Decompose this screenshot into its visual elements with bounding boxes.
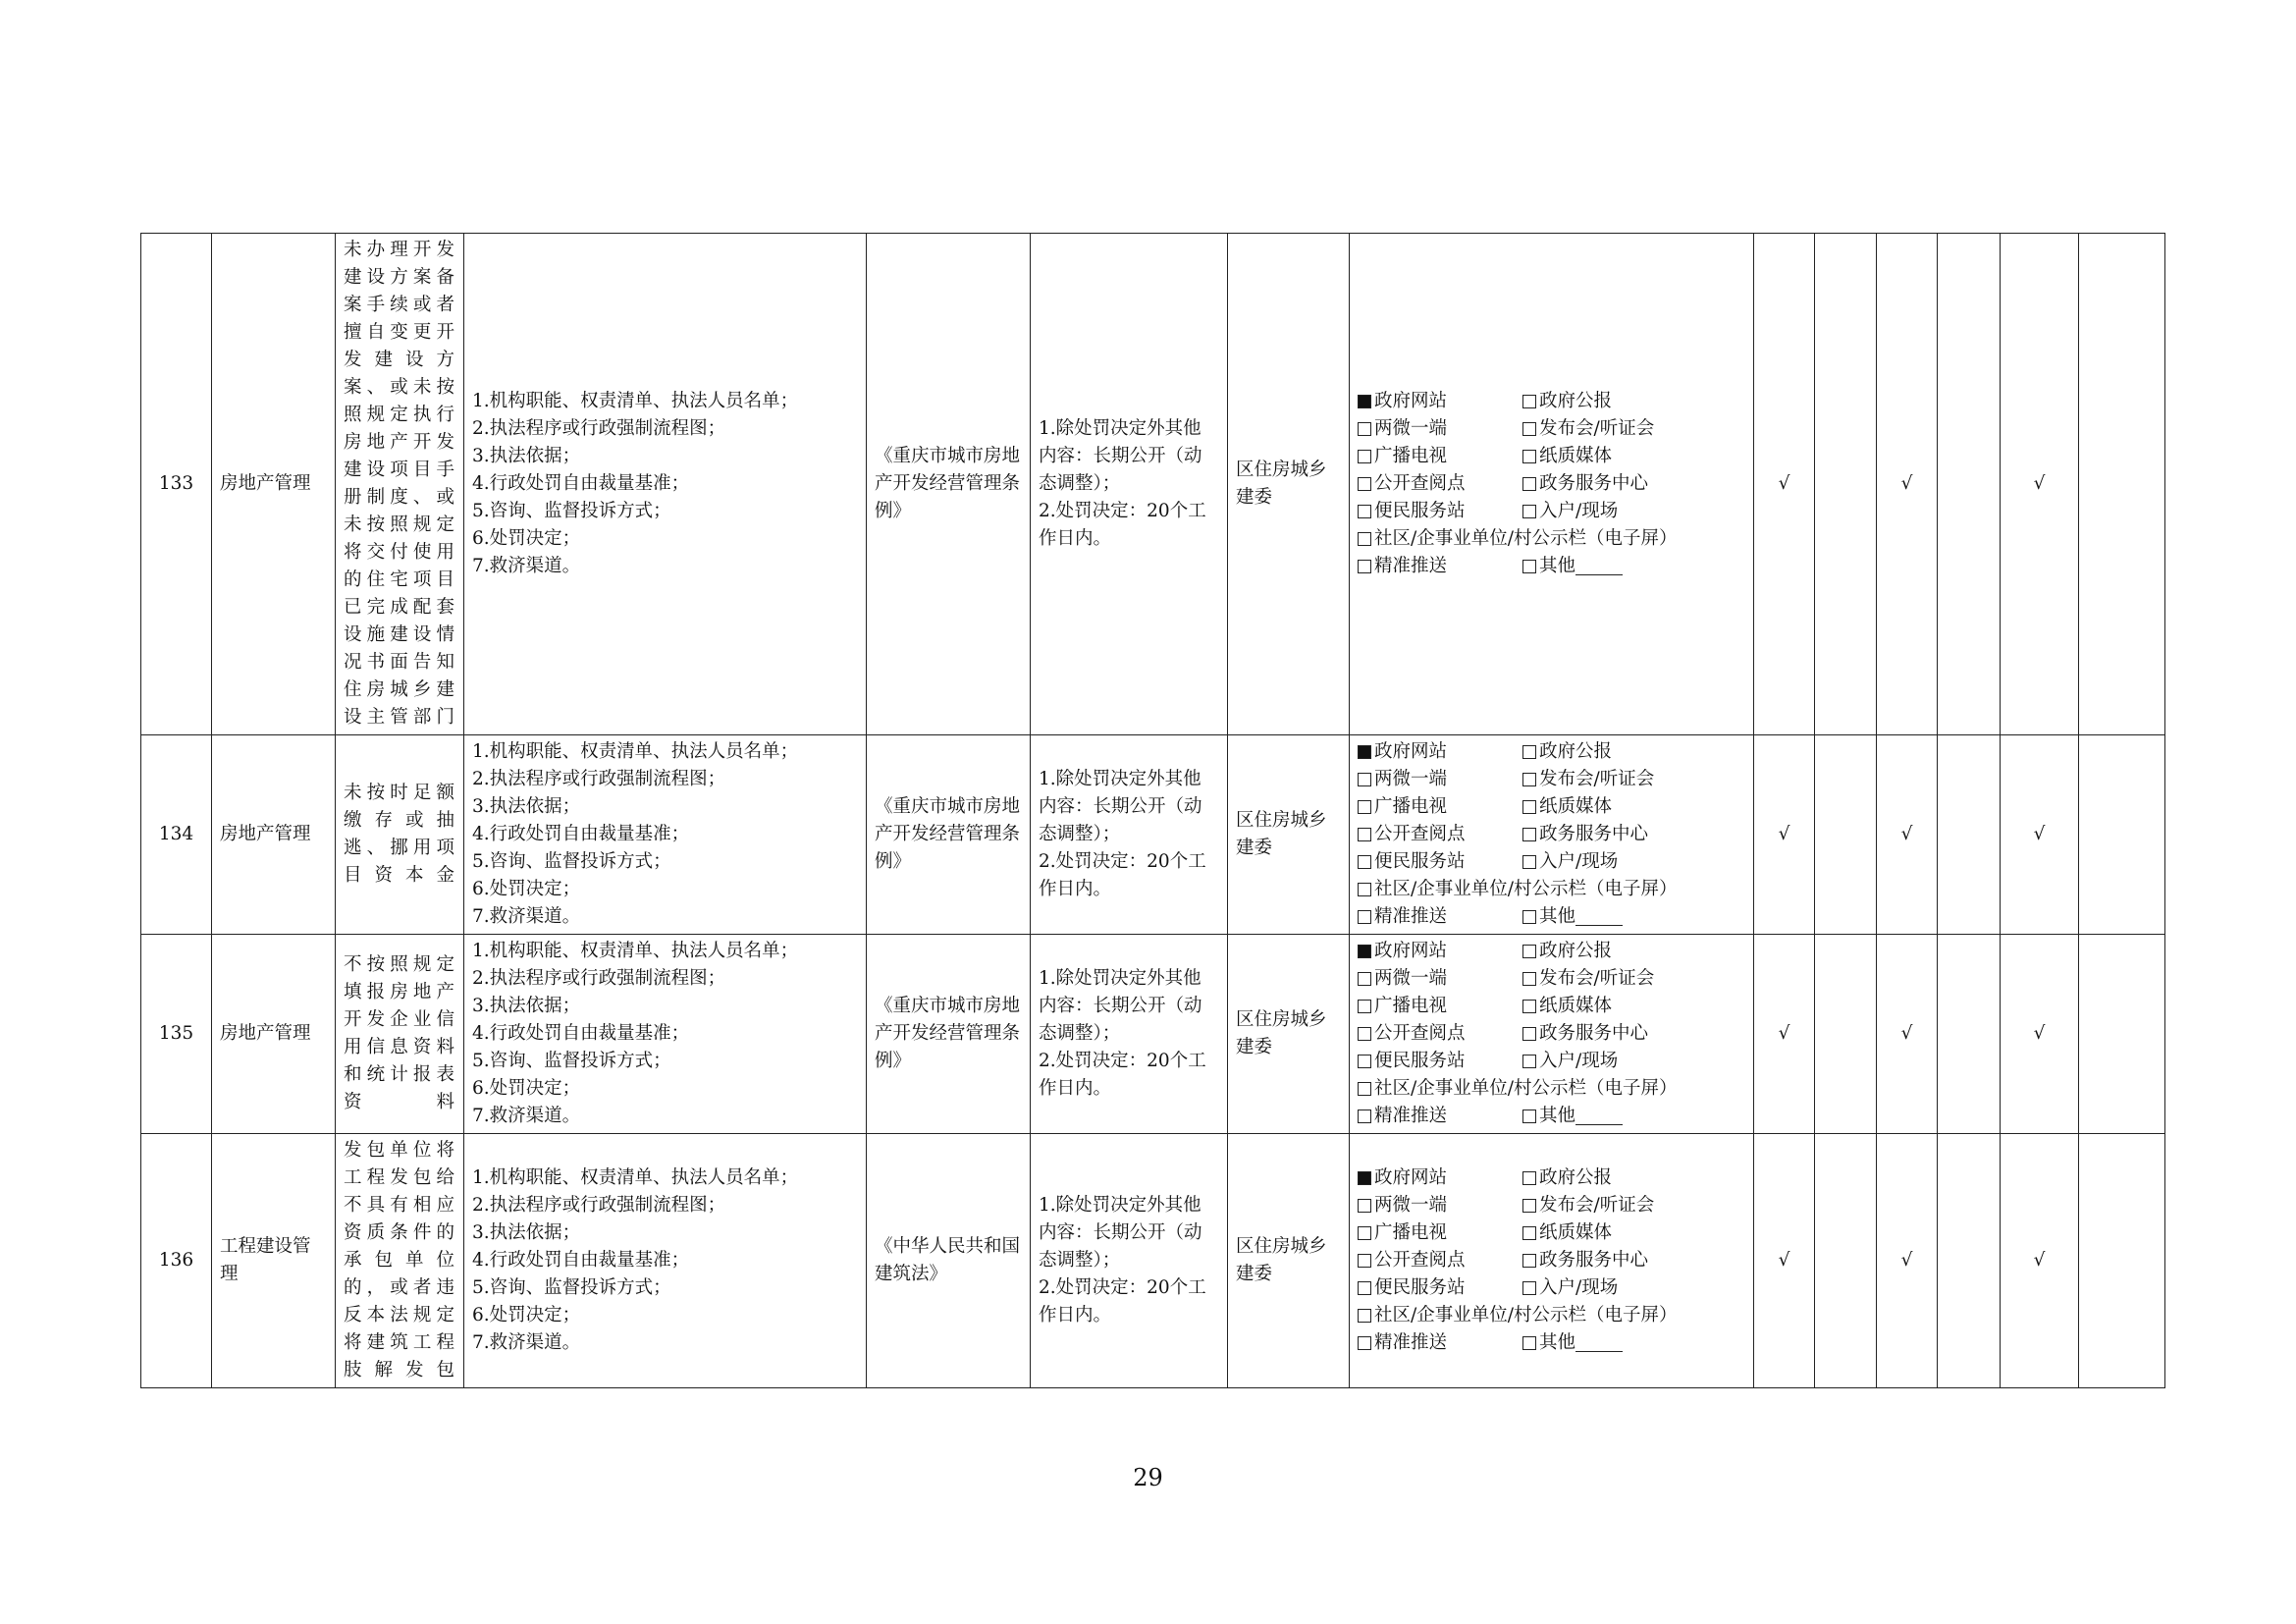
checked-box-icon (1358, 395, 1371, 408)
legal-basis: 《重庆市城市房地产开发经营管理条例》 (867, 234, 1031, 735)
unchecked-box-icon (1522, 1055, 1536, 1068)
legal-basis: 《中华人民共和国建筑法》 (867, 1134, 1031, 1388)
channel-option (1522, 1048, 1745, 1075)
item-subject: 未办理开发建设方案备案手续或者擅自变更开发建设方案、或未按照规定执行房地产开发建设项目手册制度、或未按照规定将交付使用的住宅项目已完成配套设施建设情况书面告知住房城乡建设主管部门 (336, 234, 464, 735)
item-category: 房地产管理 (212, 735, 336, 935)
unchecked-box-icon (1358, 1027, 1371, 1041)
check-cell: √ (1877, 1134, 1938, 1388)
content-line: 6.处罚决定； (472, 528, 581, 549)
channel-label: 发布会/听证会 (1539, 1195, 1655, 1216)
channel-list (1358, 738, 1745, 931)
unchecked-box-icon (1522, 450, 1536, 463)
time-line: 内容：长期公开（动 (1039, 796, 1202, 817)
channel-option (1358, 1020, 1522, 1048)
unchecked-box-icon (1358, 972, 1371, 986)
channel-label: 广播电视 (1374, 1222, 1448, 1243)
time-line: 2.处罚决定：20个工 (1039, 1051, 1206, 1071)
content-line: 1.机构职能、权责清单、执法人员名单； (472, 1167, 799, 1188)
content-line: 5.咨询、监督投诉方式； (472, 851, 671, 872)
unchecked-box-icon (1358, 450, 1371, 463)
channel-option (1358, 443, 1522, 470)
channel-label: 纸质媒体 (1539, 796, 1613, 817)
unchecked-box-icon (1522, 1336, 1536, 1350)
content-line: 5.咨询、监督投诉方式； (472, 1051, 671, 1071)
unchecked-box-icon (1358, 1336, 1371, 1350)
channel-option (1522, 1247, 1745, 1274)
content-line: 2.执法程序或行政强制流程图； (472, 1195, 726, 1216)
channel-label: 政府公报 (1539, 941, 1613, 961)
unchecked-box-icon (1522, 505, 1536, 518)
check-cell (1815, 1134, 1877, 1388)
check-cell (2079, 735, 2165, 935)
channel-option (1358, 498, 1522, 525)
channel-label: 政府网站 (1374, 1167, 1448, 1188)
channel-label: 社区/企事业单位/村公示栏（电子屏） (1374, 1078, 1678, 1099)
channel-label: 两微一端 (1374, 968, 1448, 989)
channel-label: 政务服务中心 (1539, 1250, 1649, 1271)
channel-option (1522, 553, 1745, 580)
check-cell: √ (1754, 234, 1815, 735)
channel-label: 两微一端 (1374, 418, 1448, 439)
channel-option (1522, 965, 1745, 993)
time-line: 1.除处罚决定外其他 (1039, 1195, 1201, 1216)
time-line: 2.处罚决定：20个工 (1039, 851, 1206, 872)
disclosure-channels (1350, 1134, 1754, 1388)
channel-list (1358, 1164, 1745, 1357)
channel-option (1358, 1329, 1522, 1357)
unchecked-box-icon (1522, 800, 1536, 814)
time-line: 态调整）； (1039, 473, 1121, 494)
channel-label: 便民服务站 (1374, 501, 1466, 521)
channel-option (1358, 1103, 1522, 1130)
channel-option (1358, 1247, 1522, 1274)
disclosure-content (464, 234, 867, 735)
channel-label: 精准推送 (1374, 906, 1448, 927)
fill-in-blank (1575, 1109, 1623, 1125)
time-line: 2.处罚决定：20个工 (1039, 501, 1206, 521)
channel-label: 其他 (1539, 556, 1576, 576)
unchecked-box-icon (1358, 1309, 1371, 1323)
channel-option (1358, 1302, 1745, 1329)
unchecked-box-icon (1358, 532, 1371, 546)
unchecked-box-icon (1522, 972, 1536, 986)
channel-option (1522, 1020, 1745, 1048)
content-line: 3.执法依据； (472, 796, 581, 817)
check-cell (1815, 735, 1877, 935)
item-number: 134 (141, 735, 212, 935)
unchecked-box-icon (1358, 828, 1371, 841)
check-cell (1815, 234, 1877, 735)
content-line: 1.机构职能、权责清单、执法人员名单； (472, 391, 799, 411)
channel-option (1358, 525, 1745, 553)
channel-option (1358, 1192, 1522, 1219)
unchecked-box-icon (1522, 1171, 1536, 1185)
channel-option (1522, 1329, 1745, 1357)
channel-label: 公开查阅点 (1374, 1023, 1466, 1044)
channel-option (1358, 1274, 1522, 1302)
content-line: 1.机构职能、权责清单、执法人员名单； (472, 741, 799, 762)
unchecked-box-icon (1358, 1082, 1371, 1096)
content-line: 3.执法依据； (472, 996, 581, 1016)
content-line: 5.咨询、监督投诉方式； (472, 1277, 671, 1298)
channel-option (1358, 821, 1522, 848)
unchecked-box-icon (1358, 560, 1371, 573)
unchecked-box-icon (1522, 1254, 1536, 1268)
time-line: 作日内。 (1039, 879, 1112, 899)
channel-option (1358, 965, 1522, 993)
channel-label: 纸质媒体 (1539, 446, 1613, 466)
channel-option (1522, 1192, 1745, 1219)
unchecked-box-icon (1358, 773, 1371, 786)
disclosure-time (1031, 935, 1228, 1134)
channel-option (1522, 793, 1745, 821)
channel-label: 发布会/听证会 (1539, 968, 1655, 989)
disclosure-content (464, 1134, 867, 1388)
channel-option (1358, 1075, 1745, 1103)
table-row (141, 1134, 2165, 1388)
disclosure-channels (1350, 935, 1754, 1134)
disclosure-content (464, 935, 867, 1134)
unchecked-box-icon (1358, 477, 1371, 491)
channel-label: 政府公报 (1539, 741, 1613, 762)
checked-box-icon (1358, 745, 1371, 759)
channel-option (1358, 415, 1522, 443)
disclosure-time (1031, 735, 1228, 935)
channel-option (1522, 766, 1745, 793)
unchecked-box-icon (1522, 395, 1536, 408)
channel-option (1522, 848, 1745, 876)
time-line: 作日内。 (1039, 528, 1112, 549)
channel-option (1522, 903, 1745, 931)
channel-label: 其他 (1539, 1106, 1576, 1126)
channel-label: 社区/企事业单位/村公示栏（电子屏） (1374, 879, 1678, 899)
channel-label: 公开查阅点 (1374, 1250, 1466, 1271)
item-category: 房地产管理 (212, 935, 336, 1134)
legal-basis: 《重庆市城市房地产开发经营管理条例》 (867, 935, 1031, 1134)
fill-in-blank (1575, 1335, 1623, 1352)
channel-option (1522, 470, 1745, 498)
channel-label: 入户/现场 (1539, 1051, 1619, 1071)
item-subject: 不按照规定填报房地产开发企业信用信息资料和统计报表资料 (336, 935, 464, 1134)
channel-label: 其他 (1539, 906, 1576, 927)
unchecked-box-icon (1522, 828, 1536, 841)
channel-option (1522, 415, 1745, 443)
channel-option (1358, 1219, 1522, 1247)
channel-label: 政务服务中心 (1539, 824, 1649, 844)
check-cell: √ (1877, 735, 1938, 935)
disclosure-content (464, 735, 867, 935)
content-line: 7.救济渠道。 (472, 906, 581, 927)
channel-option (1358, 903, 1522, 931)
unchecked-box-icon (1358, 1055, 1371, 1068)
channel-label: 政务服务中心 (1539, 473, 1649, 494)
fill-in-blank (1575, 909, 1623, 926)
channel-label: 精准推送 (1374, 1332, 1448, 1353)
checked-box-icon (1358, 945, 1371, 958)
time-line: 内容：长期公开（动 (1039, 446, 1202, 466)
unchecked-box-icon (1358, 422, 1371, 436)
content-line: 7.救济渠道。 (472, 556, 581, 576)
time-line: 态调整）； (1039, 1250, 1121, 1271)
channel-option (1522, 498, 1745, 525)
channel-option (1358, 938, 1522, 965)
disclosure-subject: 区住房城乡建委 (1228, 735, 1350, 935)
channel-label: 政府网站 (1374, 941, 1448, 961)
channel-label: 广播电视 (1374, 796, 1448, 817)
unchecked-box-icon (1522, 422, 1536, 436)
channel-option (1358, 470, 1522, 498)
item-number: 133 (141, 234, 212, 735)
channel-label: 政府公报 (1539, 391, 1613, 411)
item-number: 136 (141, 1134, 212, 1388)
channel-option (1522, 1219, 1745, 1247)
table-row (141, 935, 2165, 1134)
checked-box-icon (1358, 1171, 1371, 1185)
unchecked-box-icon (1522, 1000, 1536, 1013)
channel-label: 发布会/听证会 (1539, 418, 1655, 439)
content-line: 6.处罚决定； (472, 879, 581, 899)
time-line: 内容：长期公开（动 (1039, 1222, 1202, 1243)
channel-list (1358, 388, 1745, 580)
channel-option (1522, 1274, 1745, 1302)
table-row (141, 735, 2165, 935)
unchecked-box-icon (1358, 883, 1371, 896)
channel-option (1522, 821, 1745, 848)
channel-label: 政府网站 (1374, 391, 1448, 411)
channel-option (1522, 388, 1745, 415)
content-line: 4.行政处罚自由裁量基准； (472, 473, 690, 494)
unchecked-box-icon (1522, 1027, 1536, 1041)
time-line: 态调整）； (1039, 824, 1121, 844)
content-line: 3.执法依据； (472, 446, 581, 466)
channel-label: 纸质媒体 (1539, 1222, 1613, 1243)
unchecked-box-icon (1522, 1110, 1536, 1123)
time-line: 作日内。 (1039, 1078, 1112, 1099)
disclosure-channels (1350, 735, 1754, 935)
channel-option (1358, 793, 1522, 821)
content-line: 2.执法程序或行政强制流程图； (472, 769, 726, 789)
content-line: 5.咨询、监督投诉方式； (472, 501, 671, 521)
channel-option (1358, 876, 1745, 903)
content-line: 4.行政处罚自由裁量基准； (472, 1023, 690, 1044)
channel-label: 政府公报 (1539, 1167, 1613, 1188)
unchecked-box-icon (1522, 945, 1536, 958)
channel-label: 入户/现场 (1539, 501, 1619, 521)
unchecked-box-icon (1358, 1199, 1371, 1213)
channel-label: 入户/现场 (1539, 1277, 1619, 1298)
channel-option (1358, 1048, 1522, 1075)
unchecked-box-icon (1522, 1281, 1536, 1295)
channel-label: 政务服务中心 (1539, 1023, 1649, 1044)
disclosure-time (1031, 1134, 1228, 1388)
disclosure-subject: 区住房城乡建委 (1228, 234, 1350, 735)
channel-option (1522, 938, 1745, 965)
content-line: 6.处罚决定； (472, 1305, 581, 1326)
item-category: 工程建设管理 (212, 1134, 336, 1388)
check-cell (1815, 935, 1877, 1134)
channel-option (1358, 766, 1522, 793)
channel-option (1358, 388, 1522, 415)
channel-option (1522, 1164, 1745, 1192)
content-line: 7.救济渠道。 (472, 1106, 581, 1126)
channel-label: 精准推送 (1374, 556, 1448, 576)
time-line: 1.除处罚决定外其他 (1039, 418, 1201, 439)
unchecked-box-icon (1358, 855, 1371, 869)
channel-list (1358, 938, 1745, 1130)
disclosure-subject: 区住房城乡建委 (1228, 1134, 1350, 1388)
channel-label: 政府网站 (1374, 741, 1448, 762)
channel-label: 精准推送 (1374, 1106, 1448, 1126)
fill-in-blank (1575, 559, 1623, 575)
unchecked-box-icon (1358, 1110, 1371, 1123)
channel-option (1358, 553, 1522, 580)
check-cell (1938, 1134, 2001, 1388)
check-cell: √ (2001, 1134, 2079, 1388)
item-number: 135 (141, 935, 212, 1134)
unchecked-box-icon (1358, 910, 1371, 924)
channel-label: 发布会/听证会 (1539, 769, 1655, 789)
check-cell: √ (1754, 1134, 1815, 1388)
legal-basis: 《重庆市城市房地产开发经营管理条例》 (867, 735, 1031, 935)
check-cell: √ (1877, 935, 1938, 1134)
channel-option (1522, 738, 1745, 766)
time-line: 2.处罚决定：20个工 (1039, 1277, 1206, 1298)
unchecked-box-icon (1358, 1281, 1371, 1295)
unchecked-box-icon (1522, 855, 1536, 869)
check-cell (2079, 234, 2165, 735)
unchecked-box-icon (1522, 1226, 1536, 1240)
content-line: 7.救济渠道。 (472, 1332, 581, 1353)
channel-label: 其他 (1539, 1332, 1576, 1353)
channel-label: 入户/现场 (1539, 851, 1619, 872)
unchecked-box-icon (1358, 1000, 1371, 1013)
unchecked-box-icon (1358, 800, 1371, 814)
content-line: 4.行政处罚自由裁量基准； (472, 824, 690, 844)
check-cell (2079, 935, 2165, 1134)
disclosure-channels (1350, 234, 1754, 735)
disclosure-time (1031, 234, 1228, 735)
channel-label: 两微一端 (1374, 1195, 1448, 1216)
time-line: 态调整）； (1039, 1023, 1121, 1044)
channel-label: 社区/企事业单位/村公示栏（电子屏） (1374, 528, 1678, 549)
unchecked-box-icon (1522, 773, 1536, 786)
page-number: 29 (1133, 1464, 1163, 1491)
time-line: 1.除处罚决定外其他 (1039, 769, 1201, 789)
channel-label: 便民服务站 (1374, 1051, 1466, 1071)
check-cell: √ (2001, 234, 2079, 735)
item-subject: 未按时足额缴存或抽逃、挪用项目资本金 (336, 735, 464, 935)
channel-label: 广播电视 (1374, 446, 1448, 466)
channel-option (1522, 443, 1745, 470)
channel-label: 公开查阅点 (1374, 824, 1466, 844)
channel-option (1358, 738, 1522, 766)
channel-label: 广播电视 (1374, 996, 1448, 1016)
check-cell (1938, 935, 2001, 1134)
item-category: 房地产管理 (212, 234, 336, 735)
check-cell: √ (1877, 234, 1938, 735)
unchecked-box-icon (1358, 1254, 1371, 1268)
unchecked-box-icon (1522, 745, 1536, 759)
channel-label: 两微一端 (1374, 769, 1448, 789)
disclosure-subject: 区住房城乡建委 (1228, 935, 1350, 1134)
channel-option (1522, 1103, 1745, 1130)
check-cell (1938, 234, 2001, 735)
channel-option (1358, 993, 1522, 1020)
channel-label: 便民服务站 (1374, 1277, 1466, 1298)
unchecked-box-icon (1522, 910, 1536, 924)
time-line: 作日内。 (1039, 1305, 1112, 1326)
content-line: 6.处罚决定； (472, 1078, 581, 1099)
table-row (141, 234, 2165, 735)
content-line: 1.机构职能、权责清单、执法人员名单； (472, 941, 799, 961)
content-line: 4.行政处罚自由裁量基准； (472, 1250, 690, 1271)
content-line: 2.执法程序或行政强制流程图； (472, 968, 726, 989)
channel-option (1358, 1164, 1522, 1192)
check-cell: √ (2001, 935, 2079, 1134)
channel-option (1522, 993, 1745, 1020)
check-cell: √ (1754, 735, 1815, 935)
check-cell (1938, 735, 2001, 935)
unchecked-box-icon (1358, 505, 1371, 518)
content-line: 2.执法程序或行政强制流程图； (472, 418, 726, 439)
item-subject: 发包单位将工程发包给不具有相应资质条件的承包单位的，或者违反本法规定将建筑工程肢解发包 (336, 1134, 464, 1388)
unchecked-box-icon (1358, 1226, 1371, 1240)
channel-label: 社区/企事业单位/村公示栏（电子屏） (1374, 1305, 1678, 1326)
unchecked-box-icon (1522, 477, 1536, 491)
unchecked-box-icon (1522, 1199, 1536, 1213)
disclosure-table (140, 233, 2165, 1388)
check-cell: √ (1754, 935, 1815, 1134)
time-line: 内容：长期公开（动 (1039, 996, 1202, 1016)
channel-label: 纸质媒体 (1539, 996, 1613, 1016)
channel-label: 公开查阅点 (1374, 473, 1466, 494)
unchecked-box-icon (1522, 560, 1536, 573)
channel-label: 便民服务站 (1374, 851, 1466, 872)
content-line: 3.执法依据； (472, 1222, 581, 1243)
time-line: 1.除处罚决定外其他 (1039, 968, 1201, 989)
check-cell (2079, 1134, 2165, 1388)
channel-option (1358, 848, 1522, 876)
check-cell: √ (2001, 735, 2079, 935)
